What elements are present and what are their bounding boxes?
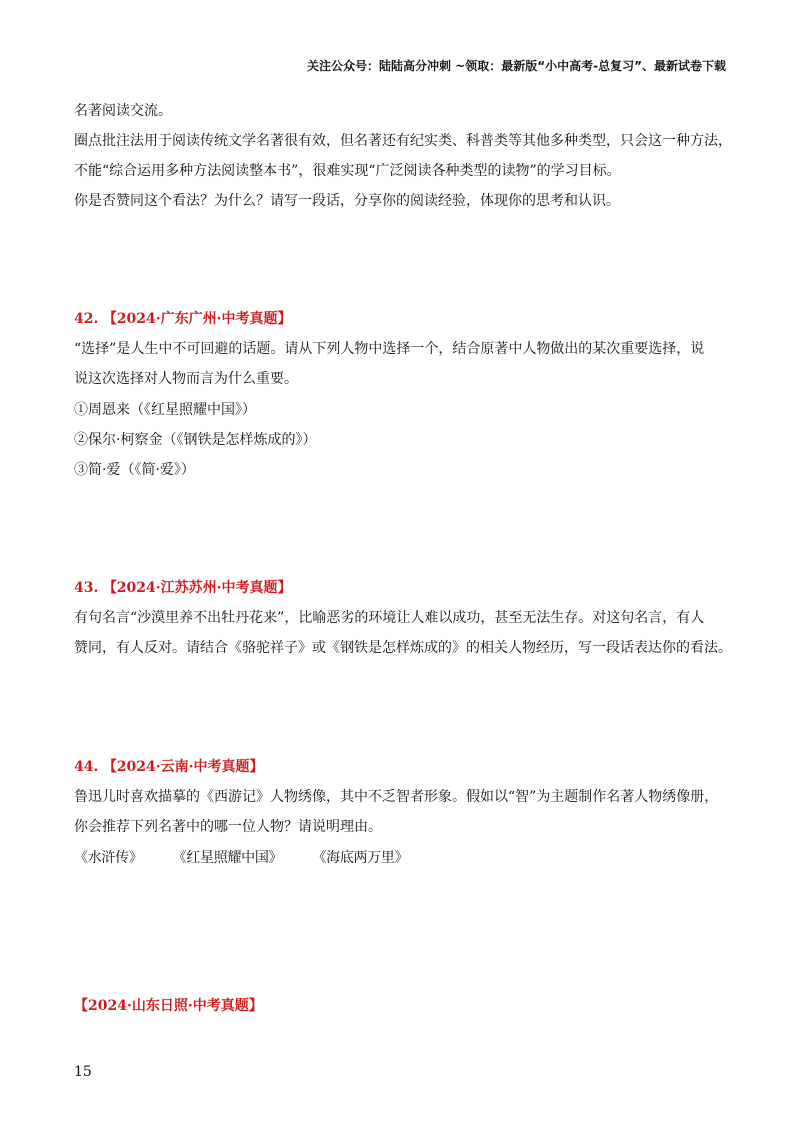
question-44-book-list xyxy=(74,848,408,868)
book-option-3: 《海底两万里》 xyxy=(312,850,409,866)
question-43-heading xyxy=(74,578,292,598)
question-43-number: 43. xyxy=(74,580,99,596)
page-number: 15 xyxy=(74,1064,92,1080)
next-question-source-tag: 【2024·山东日照·中考真题】 xyxy=(74,998,263,1014)
question-42-heading xyxy=(74,309,292,329)
question-42-line-2: 说这次选择对人物而言为什么重要。 xyxy=(74,371,298,387)
question-43-line-2: 赞同，有人反对。请结合《骆驼祥子》或《钢铁是怎样炼成的》的相关人物经历，写一段话表达你的看法。 xyxy=(74,640,732,656)
question-42-option-1: ①周恩来（《红星照耀中国》） xyxy=(74,402,256,418)
question-44-line-2: 你会推荐下列名著中的哪一位人物？请说明理由。 xyxy=(74,819,382,835)
intro-line-3: 不能“综合运用多种方法阅读整本书”，很难实现“广泛阅读各种类型的读物”的学习目标。 xyxy=(74,163,621,179)
question-44-number: 44. xyxy=(74,759,99,775)
next-question-heading xyxy=(74,996,263,1016)
question-42-number: 42. xyxy=(74,311,99,327)
question-44-source-tag: 【2024·云南·中考真题】 xyxy=(102,759,264,775)
page-header: 关注公众号：陆陆高分冲刺 ~领取：最新版“小中高考-总复习”、最新试卷下载 xyxy=(307,59,726,73)
question-44-line-1: 鲁迅儿时喜欢描摹的《西游记》人物绣像，其中不乏智者形象。假如以“智”为主题制作名著人物绣像册， xyxy=(74,789,719,805)
question-43-source-tag: 【2024·江苏苏州·中考真题】 xyxy=(102,580,292,596)
question-42-option-2: ②保尔·柯察金（《钢铁是怎样炼成的》） xyxy=(74,432,317,448)
question-42-source-tag: 【2024·广东广州·中考真题】 xyxy=(102,311,292,327)
book-option-1: 《水浒传》 xyxy=(74,850,143,866)
question-43-line-1: 有句名言“沙漠里养不出牡丹花来”，比喻恶劣的环境让人难以成功，甚至无法生存。对这句名言，有人 xyxy=(74,610,705,626)
question-42-line-1: “选择”是人生中不可回避的话题。请从下列人物中选择一个，结合原著中人物做出的某次重要选择，说 xyxy=(74,341,705,357)
intro-line-1: 名著阅读交流。 xyxy=(74,103,172,119)
intro-line-4: 你是否赞同这个看法？为什么？请写一段话，分享你的阅读经验，体现你的思考和认识。 xyxy=(74,193,620,209)
intro-line-2: 圈点批注法用于阅读传统文学名著很有效，但名著还有纪实类、科普类等其他多种类型，只会这一种方法， xyxy=(74,133,732,149)
book-option-2: 《红星照耀中国》 xyxy=(172,850,283,866)
question-42-option-3: ③简·爱（《简·爱》） xyxy=(74,462,195,478)
question-44-heading xyxy=(74,757,264,777)
